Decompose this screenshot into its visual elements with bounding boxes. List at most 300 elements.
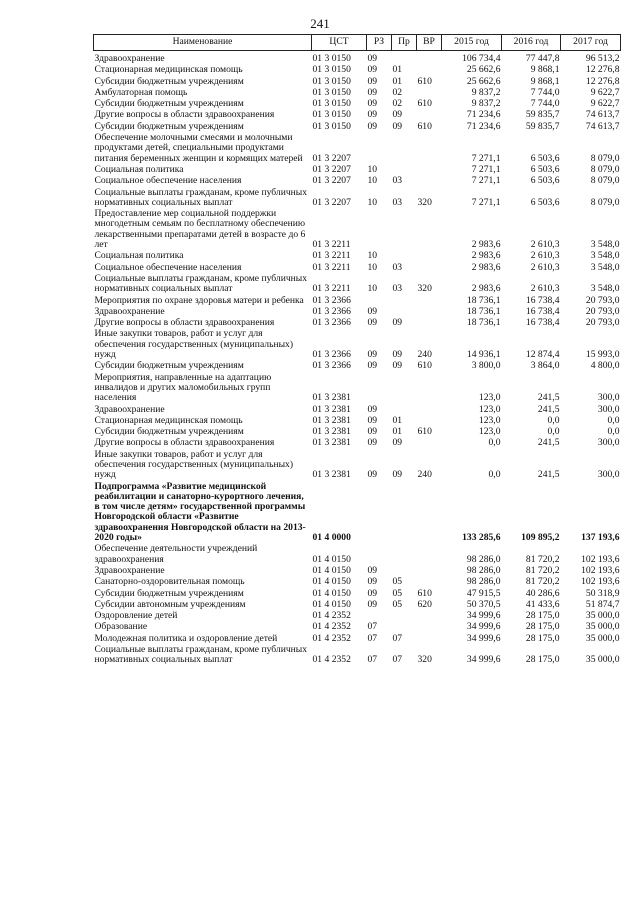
cell-name: Социальное обеспечение населения (94, 261, 242, 273)
cell-2015: 2 983,6 (471, 261, 501, 273)
cell-vr: 320 (417, 196, 432, 208)
page-number: 241 (310, 16, 330, 31)
cell-pr (392, 481, 417, 544)
cell-2015: 123,0 (478, 426, 501, 438)
cell-2017: 8 079,0 (590, 175, 620, 187)
cell-cst: 01 4 0150 (312, 576, 351, 588)
cell-vr (417, 295, 442, 306)
table-row (94, 99, 621, 110)
cell-2016: 40 286,6 (525, 587, 560, 599)
cell-pr (392, 295, 417, 306)
cell-cst: 01 3 2207 (312, 152, 351, 164)
table-row (94, 622, 621, 633)
cell-2017: 20 793,0 (585, 294, 620, 306)
cell-2016: 16 738,4 (525, 305, 560, 317)
column-header-2015: 2015 год (442, 35, 502, 51)
table-row (94, 65, 621, 76)
cell-2017: 12 276,8 (585, 64, 620, 76)
cell-vr (417, 51, 442, 65)
cell-2017: 8 079,0 (590, 196, 620, 208)
table-row (94, 404, 621, 415)
cell-2017: 102 193,6 (581, 564, 620, 576)
cell-name: Социальные выплаты гражданам, кроме публичных нормативных социальных выплат (94, 186, 308, 208)
cell-cst: 01 3 2381 (312, 426, 351, 438)
cell-vr (417, 133, 442, 165)
cell-cst: 01 4 0000 (312, 532, 351, 544)
cell-vr (417, 438, 442, 449)
cell-2016: 241,5 (537, 437, 560, 449)
cell-2016: 28 175,0 (525, 621, 560, 633)
cell-vr: 320 (417, 283, 432, 295)
cell-2016: 41 433,6 (525, 598, 560, 610)
cell-pr: 03 (392, 283, 403, 295)
cell-2017: 0,0 (607, 414, 620, 426)
cell-rz: 09 (367, 587, 378, 599)
cell-cst: 01 3 2381 (312, 403, 351, 415)
cell-2015: 50 370,5 (466, 598, 501, 610)
cell-pr (392, 51, 417, 65)
column-header-2016: 2016 год (502, 35, 561, 51)
table-row (94, 611, 621, 622)
cell-rz: 09 (367, 305, 378, 317)
cell-2016: 77 447,8 (525, 53, 560, 64)
table-row (94, 262, 621, 273)
cell-2015: 25 662,6 (466, 75, 501, 87)
cell-rz: 09 (367, 120, 378, 132)
cell-rz: 10 (367, 196, 378, 208)
cell-2016: 2 610,3 (530, 261, 560, 273)
cell-name: Здравоохранение (94, 403, 165, 415)
table-row (94, 251, 621, 262)
table-row (94, 87, 621, 98)
cell-2016: 109 895,2 (521, 532, 560, 544)
cell-2017: 8 079,0 (590, 152, 620, 164)
cell-rz: 09 (367, 64, 378, 76)
cell-2017: 74 613,7 (585, 120, 620, 132)
cell-vr: 610 (417, 98, 432, 110)
cell-2017: 50 318,9 (585, 587, 620, 599)
cell-2016: 7 744,0 (530, 98, 560, 110)
table-row (94, 565, 621, 576)
cell-cst: 01 3 2207 (312, 196, 351, 208)
table-row (94, 187, 621, 209)
table-row (94, 481, 621, 544)
cell-name: Субсидии автономным учреждениям (94, 598, 246, 610)
table-row (94, 427, 621, 438)
cell-2015: 0,0 (488, 469, 501, 481)
cell-pr: 02 (392, 86, 403, 98)
cell-pr: 09 (392, 469, 403, 481)
table-row (94, 121, 621, 132)
cell-cst: 01 3 0150 (312, 75, 351, 87)
cell-cst: 01 3 2381 (312, 469, 351, 481)
cell-2015: 2 983,6 (471, 250, 501, 262)
cell-rz: 09 (367, 317, 378, 329)
cell-2015: 34 999,6 (466, 610, 501, 622)
cell-2015: 133 285,6 (462, 532, 501, 544)
cell-2016: 3 864,0 (530, 360, 560, 372)
cell-name: Мероприятия по охране здоровья матери и ребенка (94, 294, 304, 306)
table-body (94, 51, 621, 667)
cell-vr: 610 (417, 587, 432, 599)
cell-name: Субсидии бюджетным учреждениям (94, 120, 244, 132)
table-row (94, 51, 621, 65)
cell-vr: 610 (417, 360, 432, 372)
cell-vr (417, 565, 442, 576)
cell-2015: 0,0 (488, 437, 501, 449)
cell-2016: 59 835,7 (525, 120, 560, 132)
cell-2016: 2 610,3 (530, 250, 560, 262)
cell-vr (417, 262, 442, 273)
budget-table (93, 34, 621, 666)
cell-cst: 01 3 0150 (312, 64, 351, 76)
cell-cst: 01 4 2352 (312, 654, 351, 666)
cell-2015: 7 271,1 (471, 163, 501, 175)
cell-2016: 9 868,1 (530, 64, 560, 76)
cell-vr: 610 (417, 120, 432, 132)
cell-name: Обеспечение деятельности учреждений здравоохранения (94, 543, 258, 565)
cell-name: Образование (94, 621, 148, 633)
cell-vr: 610 (417, 75, 432, 87)
cell-cst: 01 3 2207 (312, 163, 351, 175)
cell-2016: 241,5 (537, 392, 560, 404)
cell-name: Санаторно-оздоровительная помощь (94, 576, 245, 588)
cell-pr: 09 (392, 317, 403, 329)
cell-vr (417, 87, 442, 98)
cell-pr: 05 (392, 587, 403, 599)
cell-pr: 05 (392, 576, 403, 588)
cell-rz: 09 (367, 349, 378, 361)
table-row (94, 544, 621, 566)
cell-2016: 6 503,6 (530, 163, 560, 175)
cell-2016: 16 738,4 (525, 317, 560, 329)
cell-vr (417, 318, 442, 329)
table-header-row (94, 35, 621, 51)
cell-vr (417, 577, 442, 588)
cell-vr: 320 (417, 654, 432, 666)
cell-name: Предоставление мер социальной поддержки многодетным семьям по бесплатному обеспечению лекарственными препаратами детей в возрасте до 6 лет (94, 208, 306, 251)
column-header-pr: Пр (392, 35, 417, 51)
cell-2017: 35 000,0 (585, 610, 620, 622)
cell-2017: 137 193,6 (581, 532, 620, 544)
cell-2016: 9 868,1 (530, 75, 560, 87)
cell-2017: 35 000,0 (585, 632, 620, 644)
cell-2017: 15 993,0 (585, 349, 620, 361)
table-row (94, 329, 621, 361)
table-row (94, 295, 621, 306)
cell-cst: 01 3 2381 (312, 392, 351, 404)
cell-pr (392, 565, 417, 576)
cell-cst: 01 3 2211 (312, 283, 351, 295)
table-row (94, 449, 621, 481)
cell-vr (417, 251, 442, 262)
cell-rz (367, 372, 392, 404)
cell-2017: 9 622,7 (590, 98, 620, 110)
cell-2016: 2 610,3 (530, 239, 560, 251)
cell-rz: 10 (367, 250, 378, 262)
cell-2016: 59 835,7 (525, 109, 560, 121)
cell-cst: 01 3 2211 (312, 250, 351, 262)
cell-rz: 09 (367, 469, 378, 481)
cell-2017: 300,0 (597, 437, 620, 449)
cell-2016: 241,5 (537, 403, 560, 415)
cell-cst: 01 4 2352 (312, 621, 351, 633)
cell-pr: 01 (392, 414, 403, 426)
table-row (94, 361, 621, 372)
cell-2017: 8 079,0 (590, 163, 620, 175)
cell-pr (392, 372, 417, 404)
cell-rz: 09 (367, 75, 378, 87)
cell-pr: 07 (392, 654, 403, 666)
cell-2017: 300,0 (597, 392, 620, 404)
cell-cst: 01 3 2211 (312, 239, 351, 251)
cell-cst: 01 3 2366 (312, 317, 351, 329)
table-row (94, 176, 621, 187)
cell-pr: 05 (392, 598, 403, 610)
cell-rz: 07 (367, 654, 378, 666)
cell-pr (392, 611, 417, 622)
cell-2015: 2 983,6 (471, 283, 501, 295)
cell-name: Социальные выплаты гражданам, кроме публичных нормативных социальных выплат (94, 272, 308, 295)
cell-rz: 07 (367, 632, 378, 644)
cell-name: Стационарная медицинская помощь (94, 64, 243, 76)
cell-rz: 09 (367, 576, 378, 588)
cell-vr: 240 (417, 349, 432, 361)
cell-rz: 09 (367, 98, 378, 110)
cell-2017: 4 800,0 (590, 360, 620, 372)
cell-2015: 14 936,1 (466, 349, 501, 361)
cell-pr (392, 544, 417, 566)
cell-2015: 34 999,6 (466, 632, 501, 644)
cell-vr (417, 622, 442, 633)
cell-2016: 28 175,0 (525, 610, 560, 622)
cell-pr: 09 (392, 437, 403, 449)
cell-pr (392, 306, 417, 317)
cell-pr: 03 (392, 261, 403, 273)
cell-rz (367, 209, 392, 251)
cell-2015: 123,0 (478, 414, 501, 426)
cell-pr: 01 (392, 64, 403, 76)
cell-rz (367, 481, 392, 544)
cell-pr: 07 (392, 632, 403, 644)
cell-vr (417, 544, 442, 566)
cell-vr (417, 415, 442, 426)
cell-name: Амбулаторная помощь (94, 86, 188, 98)
cell-cst: 01 4 0150 (312, 564, 351, 576)
cell-vr (417, 306, 442, 317)
table-row (94, 273, 621, 295)
cell-2015: 123,0 (478, 403, 501, 415)
cell-rz: 09 (367, 86, 378, 98)
table-row (94, 645, 621, 667)
cell-pr: 09 (392, 349, 403, 361)
cell-name: Иные закупки товаров, работ и услуг для обеспечения государственных (муниципальных) нужд (94, 448, 294, 481)
table-row (94, 133, 621, 165)
cell-2017: 35 000,0 (585, 654, 620, 666)
cell-2016: 7 744,0 (530, 86, 560, 98)
cell-2015: 34 999,6 (466, 654, 501, 666)
cell-pr (392, 133, 417, 165)
table-row (94, 209, 621, 251)
cell-name: Иные закупки товаров, работ и услуг для обеспечения государственных (муниципальных) нужд (94, 328, 294, 361)
cell-2015: 7 271,1 (471, 152, 501, 164)
cell-vr (417, 110, 442, 121)
cell-2017: 3 548,0 (590, 239, 620, 251)
cell-name: Здравоохранение (94, 564, 165, 576)
cell-2015: 106 734,4 (462, 53, 501, 64)
cell-name: Стационарная медицинская помощь (94, 414, 243, 426)
cell-vr (417, 164, 442, 175)
cell-cst: 01 3 2207 (312, 175, 351, 187)
table-row (94, 415, 621, 426)
column-header-cst: ЦСТ (312, 35, 367, 51)
cell-name: Обеспечение молочными смесями и молочными продуктами детей, специальными продуктами питания беременных женщин и кормящих матерей (94, 132, 303, 164)
cell-2015: 98 286,0 (466, 564, 501, 576)
cell-name: Социальная политика (94, 163, 184, 175)
cell-2016: 12 874,4 (525, 349, 560, 361)
cell-pr: 02 (392, 98, 403, 110)
cell-vr: 610 (417, 426, 432, 438)
cell-2015: 18 736,1 (466, 317, 501, 329)
cell-name: Молодежная политика и оздоровление детей (94, 632, 278, 644)
cell-cst: 01 4 0150 (312, 553, 351, 565)
cell-rz (367, 133, 392, 165)
cell-cst: 01 3 0150 (312, 53, 351, 64)
cell-rz: 07 (367, 621, 378, 633)
cell-rz: 09 (367, 403, 378, 415)
column-header-vr: ВР (417, 35, 442, 51)
cell-cst: 01 3 0150 (312, 120, 351, 132)
cell-cst: 01 3 2366 (312, 360, 351, 372)
cell-pr: 09 (392, 109, 403, 121)
cell-rz: 09 (367, 426, 378, 438)
cell-name: Субсидии бюджетным учреждениям (94, 98, 244, 110)
table-row (94, 599, 621, 610)
cell-name: Социальные выплаты гражданам, кроме публичных нормативных социальных выплат (94, 644, 308, 666)
cell-rz: 09 (367, 414, 378, 426)
cell-pr: 01 (392, 75, 403, 87)
cell-2017: 300,0 (597, 469, 620, 481)
cell-name: Оздоровление детей (94, 610, 178, 622)
cell-cst: 01 4 2352 (312, 610, 351, 622)
cell-cst: 01 4 0150 (312, 587, 351, 599)
cell-name: Субсидии бюджетным учреждениям (94, 426, 244, 438)
cell-2015: 7 271,1 (471, 196, 501, 208)
cell-2016: 6 503,6 (530, 152, 560, 164)
cell-2016: 6 503,6 (530, 196, 560, 208)
cell-vr (417, 404, 442, 415)
cell-2017: 35 000,0 (585, 621, 620, 633)
cell-2015: 7 271,1 (471, 175, 501, 187)
cell-name: Подпрограмма «Развитие медицинской реабилитации и санаторно-курортного лечения, в том числе детям» государственной программы Новгородской области «Развитие здравоохранения Новгородской области на 2013-2020 годы» (94, 480, 306, 544)
cell-pr (392, 622, 417, 633)
cell-2017: 102 193,6 (581, 576, 620, 588)
cell-2017: 300,0 (597, 403, 620, 415)
table-row (94, 164, 621, 175)
cell-cst: 01 3 0150 (312, 86, 351, 98)
table-row (94, 438, 621, 449)
cell-name: Другие вопросы в области здравоохранения (94, 109, 275, 121)
table-row (94, 306, 621, 317)
cell-2015: 18 736,1 (466, 305, 501, 317)
cell-rz: 10 (367, 163, 378, 175)
cell-rz (367, 544, 392, 566)
cell-2016: 0,0 (547, 414, 560, 426)
cell-pr (392, 404, 417, 415)
cell-cst: 01 4 2352 (312, 632, 351, 644)
cell-2017: 74 613,7 (585, 109, 620, 121)
cell-cst: 01 3 2381 (312, 414, 351, 426)
table-row (94, 76, 621, 87)
cell-2017: 3 548,0 (590, 261, 620, 273)
cell-2017: 3 548,0 (590, 250, 620, 262)
cell-rz: 09 (367, 437, 378, 449)
cell-pr: 03 (392, 175, 403, 187)
cell-2015: 47 915,5 (466, 587, 501, 599)
cell-2015: 18 736,1 (466, 294, 501, 306)
cell-name: Социальная политика (94, 250, 184, 262)
cell-rz (367, 611, 392, 622)
cell-vr (417, 481, 442, 544)
cell-rz: 10 (367, 175, 378, 187)
cell-name: Другие вопросы в области здравоохранения (94, 437, 275, 449)
cell-vr: 240 (417, 469, 432, 481)
cell-2017: 12 276,8 (585, 75, 620, 87)
cell-name: Субсидии бюджетным учреждениям (94, 75, 244, 87)
cell-2016: 28 175,0 (525, 654, 560, 666)
cell-vr (417, 176, 442, 187)
cell-cst: 01 3 2366 (312, 294, 351, 306)
cell-2015: 25 662,6 (466, 64, 501, 76)
cell-2015: 98 286,0 (466, 553, 501, 565)
cell-rz (367, 295, 392, 306)
cell-2016: 6 503,6 (530, 175, 560, 187)
cell-2015: 9 837,2 (471, 86, 501, 98)
cell-cst: 01 3 2366 (312, 349, 351, 361)
cell-name: Здравоохранение (94, 305, 165, 317)
cell-cst: 01 3 2366 (312, 305, 351, 317)
table-row (94, 318, 621, 329)
cell-vr (417, 611, 442, 622)
cell-2016: 16 738,4 (525, 294, 560, 306)
cell-vr (417, 633, 442, 644)
column-header-rz: РЗ (367, 35, 392, 51)
cell-rz: 09 (367, 109, 378, 121)
cell-rz: 10 (367, 283, 378, 295)
cell-cst: 01 3 2211 (312, 261, 351, 273)
cell-name: Субсидии бюджетным учреждениям (94, 360, 244, 372)
cell-2016: 81 720,2 (525, 553, 560, 565)
cell-2015: 3 800,0 (471, 360, 501, 372)
cell-name: Другие вопросы в области здравоохранения (94, 317, 275, 329)
cell-pr (392, 164, 417, 175)
cell-pr: 01 (392, 426, 403, 438)
cell-vr (417, 372, 442, 404)
cell-name: Мероприятия, направленные на адаптацию инвалидов и других маломобильных групп населения (94, 371, 272, 404)
cell-rz: 09 (367, 564, 378, 576)
cell-rz: 10 (367, 261, 378, 273)
table-row (94, 633, 621, 644)
cell-pr: 09 (392, 120, 403, 132)
cell-cst: 01 3 0150 (312, 109, 351, 121)
cell-2015: 2 983,6 (471, 239, 501, 251)
cell-2015: 9 837,2 (471, 98, 501, 110)
cell-vr (417, 65, 442, 76)
cell-2016: 2 610,3 (530, 283, 560, 295)
column-header-2017: 2017 год (561, 35, 621, 51)
cell-cst: 01 3 2381 (312, 437, 351, 449)
cell-2016: 81 720,2 (525, 576, 560, 588)
